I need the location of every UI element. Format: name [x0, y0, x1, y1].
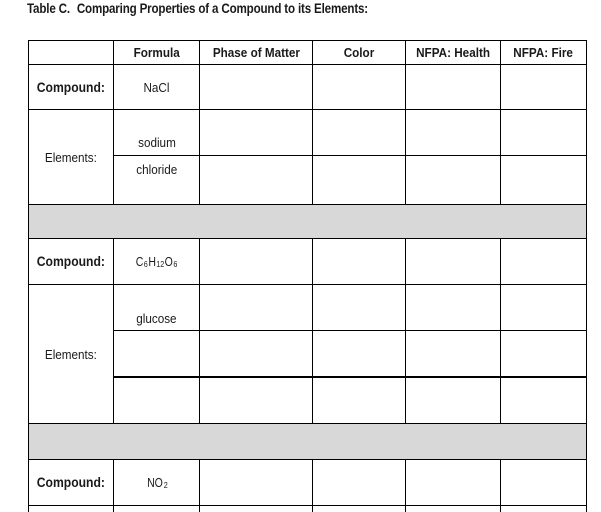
- grid-line: [405, 459, 406, 512]
- grid-line: [312, 40, 313, 205]
- grid-line: [28, 204, 587, 205]
- separator-band: [28, 424, 586, 459]
- separator-band: [28, 205, 586, 238]
- grid-line: [500, 238, 501, 424]
- grid-line: [500, 40, 501, 205]
- grid-line: [312, 238, 313, 424]
- compound-formula-nacl: NaCl: [143, 79, 170, 95]
- header-formula: Formula: [133, 45, 180, 60]
- elements-label: Elements:: [44, 149, 98, 165]
- header-color: Color: [343, 45, 375, 60]
- grid-line: [312, 459, 313, 512]
- compound-label: Compound:: [36, 254, 106, 269]
- grid-line: [113, 330, 587, 331]
- element-sodium: sodium: [137, 134, 176, 150]
- grid-line: [113, 155, 587, 156]
- header-nfpa-health: NFPA: Health: [416, 45, 490, 60]
- grid-line: [199, 238, 200, 424]
- elements-label: Elements:: [44, 346, 98, 362]
- compound-formula-glucose: $C_6H_{12}O_6$: [135, 254, 178, 269]
- compound-label: Compound:: [36, 475, 106, 490]
- grid-line: [500, 459, 501, 512]
- grid-line: [28, 423, 587, 424]
- grid-line: [28, 505, 587, 506]
- header-nfpa-fire: NFPA: Fire: [513, 45, 574, 60]
- element-chloride: chloride: [136, 161, 177, 177]
- grid-line: [405, 238, 406, 424]
- compound-label: Compound:: [36, 79, 106, 95]
- table-title-text: Comparing Properties of a Compound to its Elements:: [76, 1, 369, 16]
- grid-line: [586, 40, 587, 512]
- grid-line: [405, 40, 406, 205]
- grid-line: [199, 459, 200, 512]
- compound-formula-no2: $NO_2$: [146, 475, 168, 490]
- table-label: Table C.: [27, 1, 70, 16]
- header-phase-of-matter: Phase of Matter: [212, 45, 300, 60]
- grid-line: [199, 40, 200, 205]
- element-glucose: glucose: [136, 310, 177, 326]
- grid-line: [113, 376, 587, 378]
